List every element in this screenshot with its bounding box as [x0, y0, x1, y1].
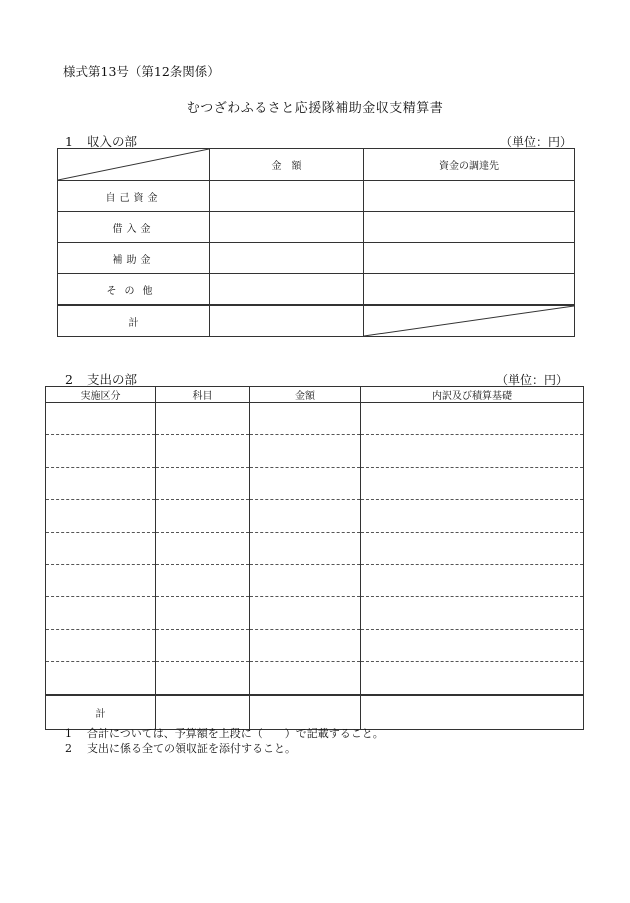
- income-row: [58, 212, 575, 243]
- expense-cell[interactable]: [250, 564, 361, 596]
- expense-row: [46, 532, 584, 564]
- expense-cell[interactable]: [250, 467, 361, 499]
- expense-cell[interactable]: [250, 629, 361, 661]
- expense-cell[interactable]: [156, 564, 250, 596]
- expense-cell[interactable]: [46, 403, 156, 435]
- income-row-label: その他: [58, 274, 210, 306]
- income-amount-cell[interactable]: [210, 274, 364, 306]
- income-unit-label: （単位：円）: [499, 135, 572, 149]
- expense-cell[interactable]: [250, 532, 361, 564]
- expense-row: [46, 435, 584, 467]
- expense-table: [45, 386, 584, 730]
- expense-cell[interactable]: [156, 629, 250, 661]
- income-amount-cell[interactable]: [210, 243, 364, 274]
- note-number: 2: [65, 742, 72, 755]
- expense-cell[interactable]: [156, 403, 250, 435]
- income-row-label: 借入金: [58, 212, 210, 243]
- note-number: 1: [65, 727, 72, 740]
- expense-cell[interactable]: [361, 500, 584, 532]
- income-row-label: 自己資金: [58, 181, 210, 212]
- income-amount-cell[interactable]: [210, 181, 364, 212]
- document-title: むつざわふるさと応援隊補助金収支精算書: [186, 101, 444, 116]
- expense-row: [46, 403, 584, 435]
- income-source-cell[interactable]: [364, 181, 575, 212]
- income-row: [58, 181, 575, 212]
- note-item: [65, 726, 384, 741]
- expense-total-cell[interactable]: [250, 695, 361, 730]
- expense-unit-label: （単位：円）: [495, 373, 568, 387]
- note-item: [65, 741, 384, 756]
- expense-cell[interactable]: [250, 403, 361, 435]
- expense-row: [46, 629, 584, 661]
- income-header-corner: [58, 149, 210, 181]
- expense-total-cell[interactable]: [361, 695, 584, 730]
- income-source-cell[interactable]: [364, 243, 575, 274]
- income-total-row: [58, 305, 575, 337]
- expense-cell[interactable]: [46, 629, 156, 661]
- expense-cell[interactable]: [156, 467, 250, 499]
- expense-cell[interactable]: [46, 532, 156, 564]
- expense-total-label: 計: [46, 695, 156, 730]
- expense-cell[interactable]: [250, 435, 361, 467]
- income-row: [58, 274, 575, 306]
- income-source-cell[interactable]: [364, 274, 575, 306]
- expense-cell[interactable]: [361, 532, 584, 564]
- income-row-label: 補助金: [58, 243, 210, 274]
- expense-cell[interactable]: [250, 597, 361, 629]
- expense-cell[interactable]: [361, 467, 584, 499]
- expense-col-item: 科目: [156, 387, 250, 403]
- expense-col-breakdown: 内訳及び積算基礎: [361, 387, 584, 403]
- expense-row: [46, 564, 584, 596]
- expense-row: [46, 500, 584, 532]
- note-text: 支出に係る全ての領収証を添付すること。: [87, 742, 296, 755]
- expense-total-cell[interactable]: [156, 695, 250, 730]
- expense-cell[interactable]: [46, 467, 156, 499]
- expense-cell[interactable]: [361, 435, 584, 467]
- notes: [65, 726, 384, 756]
- expense-section-number: 2: [65, 372, 73, 387]
- expense-cell[interactable]: [46, 564, 156, 596]
- expense-cell[interactable]: [156, 597, 250, 629]
- expense-cell[interactable]: [156, 435, 250, 467]
- expense-cell[interactable]: [250, 500, 361, 532]
- form-number: 様式第13号（第12条関係）: [63, 64, 220, 79]
- note-text: 合計については、予算額を上段に（ ）で記載すること。: [87, 727, 384, 740]
- expense-cell[interactable]: [361, 564, 584, 596]
- expense-row: [46, 467, 584, 499]
- expense-total-row: [46, 695, 584, 730]
- income-col-amount: 金 額: [210, 149, 364, 181]
- expense-cell[interactable]: [46, 500, 156, 532]
- expense-section-title: 支出の部: [87, 372, 138, 387]
- income-col-source: 資金の調達先: [364, 149, 575, 181]
- income-section-title: 収入の部: [87, 134, 138, 149]
- income-total-label: 計: [58, 305, 210, 337]
- expense-cell[interactable]: [361, 597, 584, 629]
- income-row: [58, 243, 575, 274]
- income-total-amount-cell[interactable]: [210, 305, 364, 337]
- income-table: [57, 148, 575, 337]
- income-source-cell[interactable]: [364, 212, 575, 243]
- expense-cell[interactable]: [46, 435, 156, 467]
- expense-cell[interactable]: [46, 597, 156, 629]
- expense-cell[interactable]: [46, 662, 156, 695]
- expense-cell[interactable]: [361, 629, 584, 661]
- income-section-number: 1: [65, 134, 73, 149]
- expense-col-amount: 金額: [250, 387, 361, 403]
- expense-cell[interactable]: [361, 662, 584, 695]
- expense-cell[interactable]: [250, 662, 361, 695]
- expense-col-category: 実施区分: [46, 387, 156, 403]
- expense-cell[interactable]: [156, 532, 250, 564]
- expense-cell[interactable]: [361, 403, 584, 435]
- expense-row: [46, 662, 584, 695]
- expense-row: [46, 597, 584, 629]
- expense-cell[interactable]: [156, 662, 250, 695]
- income-amount-cell[interactable]: [210, 212, 364, 243]
- income-total-source-blank: [364, 305, 575, 337]
- expense-cell[interactable]: [156, 500, 250, 532]
